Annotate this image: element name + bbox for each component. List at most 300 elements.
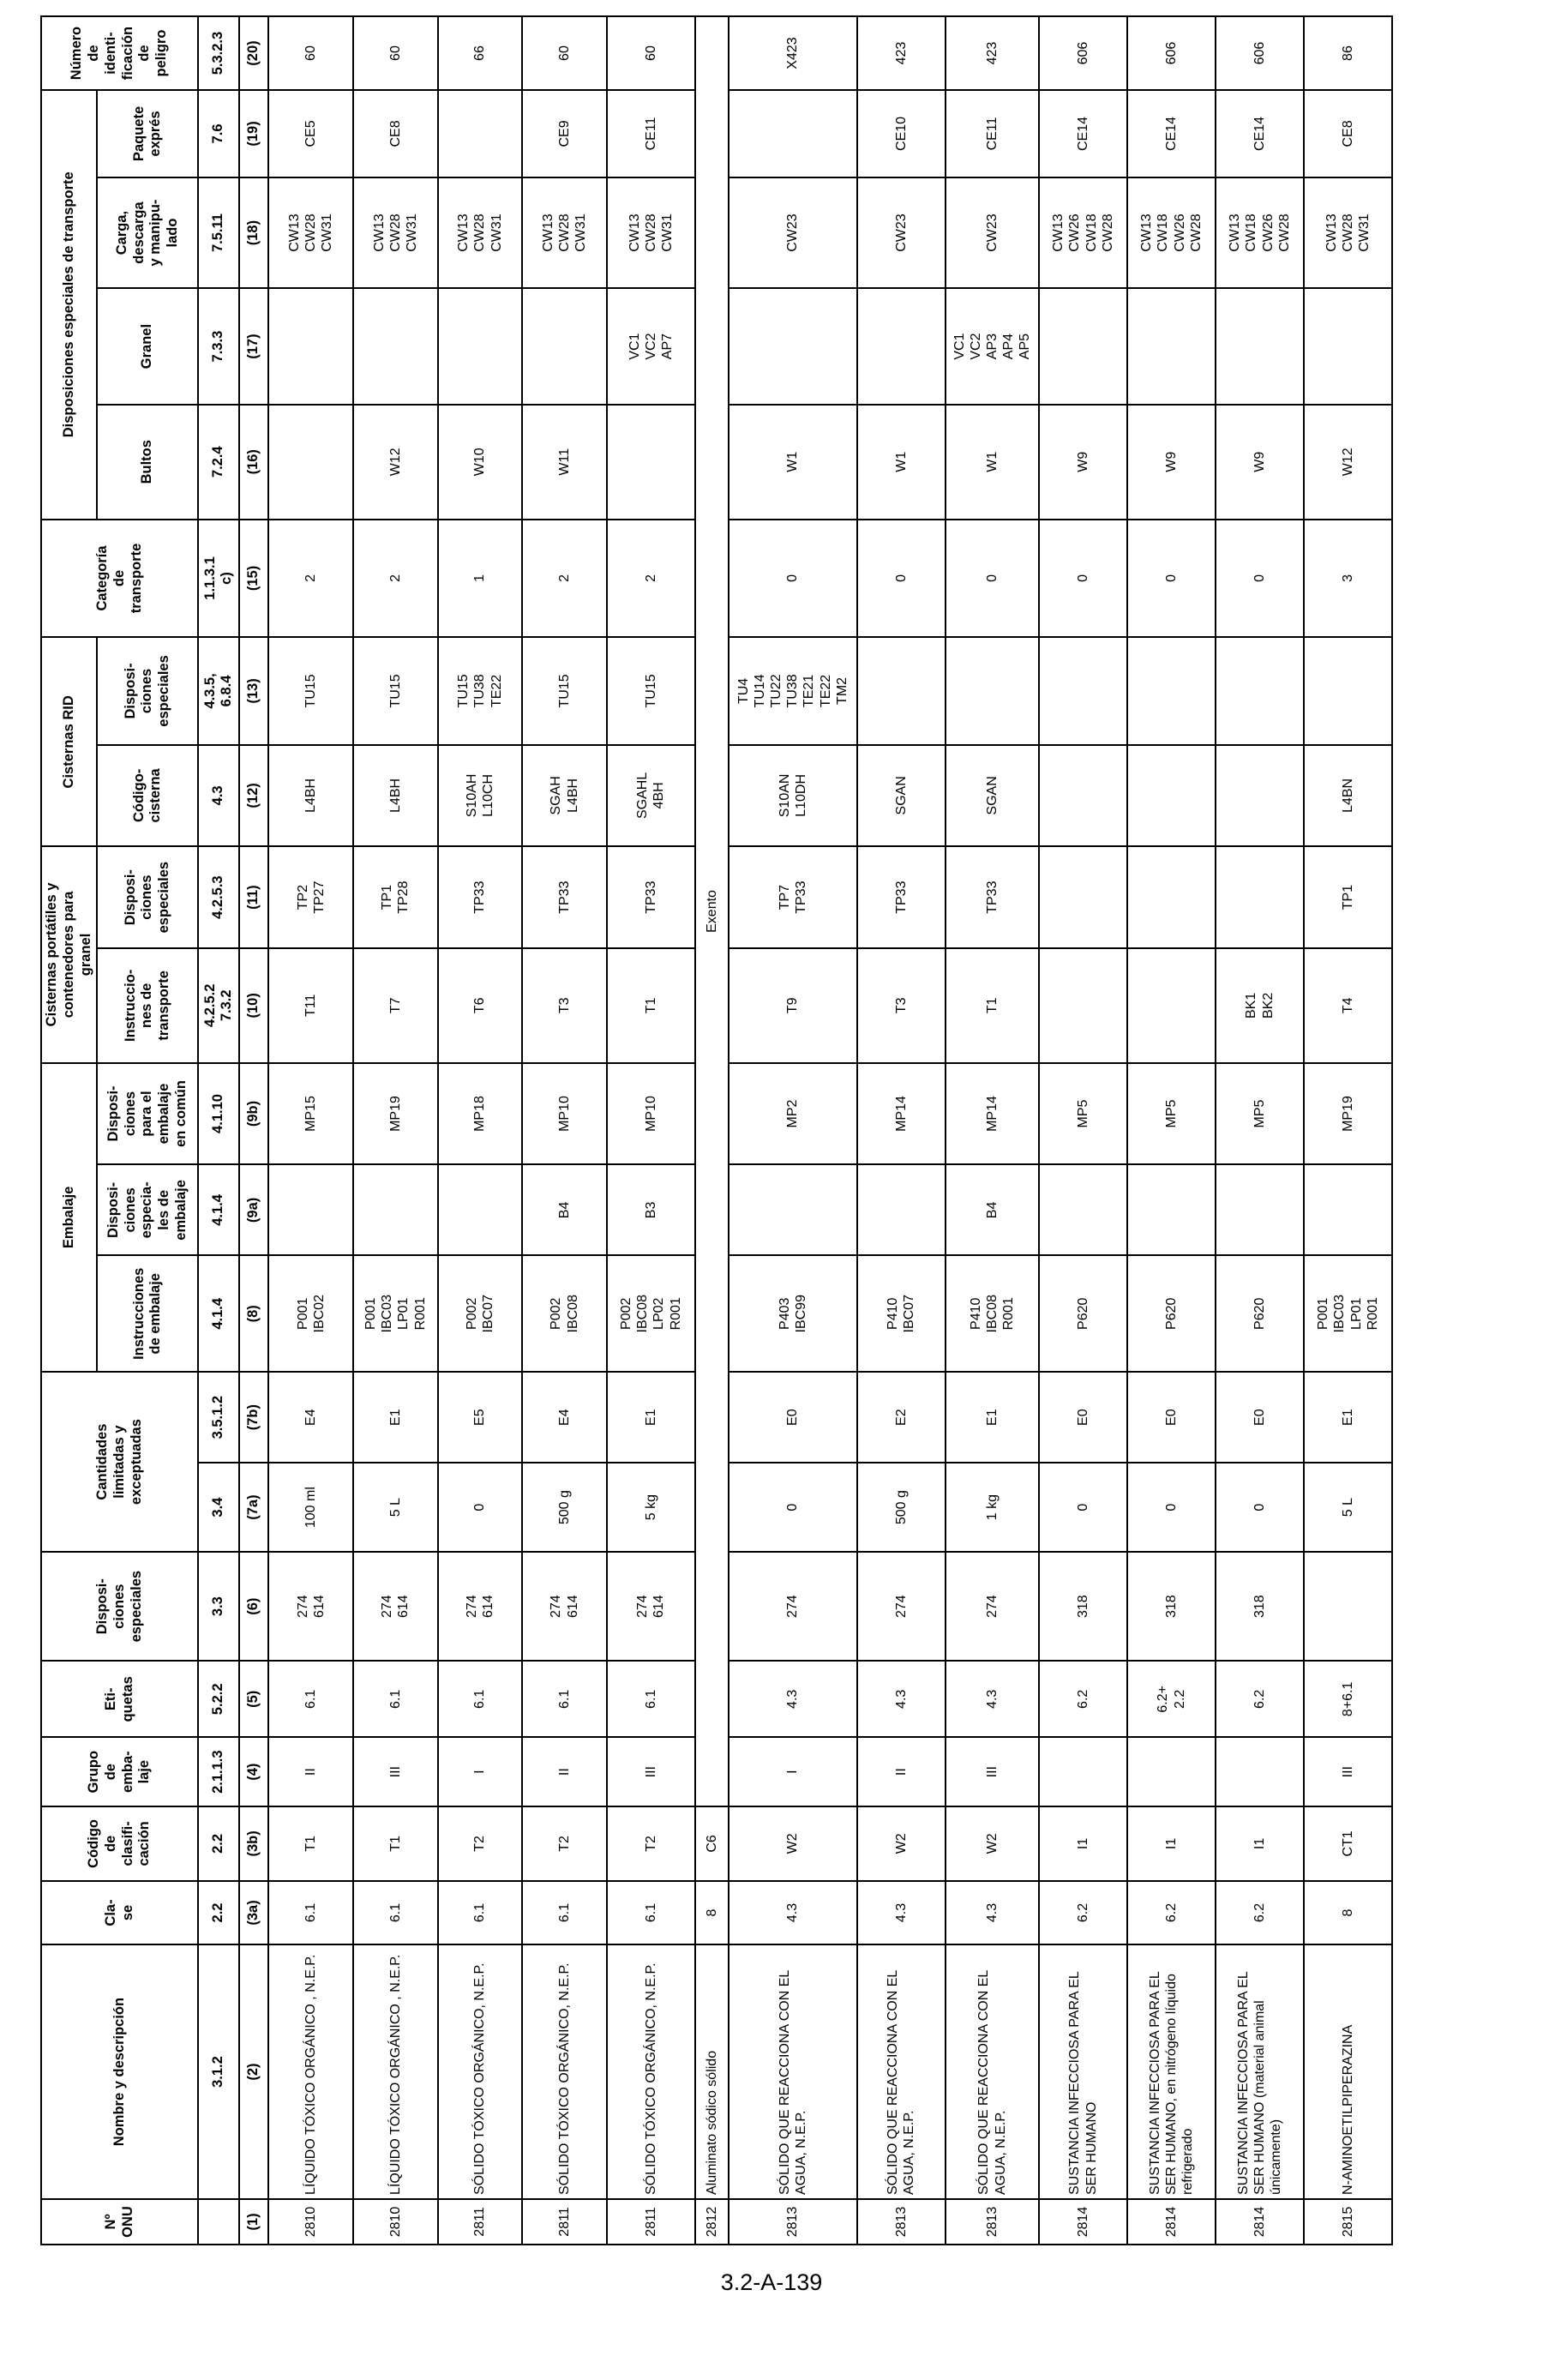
cell-disp-esp-cisterna: TP33 [607,846,695,948]
cell-instr-embalaje: P410 IBC08 R001 [946,1255,1039,1372]
cell-cantidad-limitada: 500 g [857,1463,946,1552]
cell-disp-esp-cisterna: TP33 [857,846,946,948]
cell-instr-embalaje: P620 [1216,1255,1304,1372]
header-bultos: Bultos [97,405,198,520]
cell-clase: 8 [695,1881,729,1944]
header-etiquetas: Eti- quetas [41,1661,198,1737]
cell-clase: 6.1 [607,1881,695,1944]
cell-instr-embalaje: P410 IBC07 [857,1255,946,1372]
cell-cantidad-limitada: 0 [1039,1463,1127,1552]
header-num-peligro: Número de identi- ficación de peligro [41,16,198,90]
cell-codigo: W2 [729,1806,857,1881]
cell-codigo-cisterna: L4BH [268,745,353,847]
cell-disp-embalaje-comun: MP15 [268,1063,353,1165]
cell-etiquetas: 4.3 [857,1661,946,1737]
cell-name: N-AMINOETILPIPERAZINA [1304,1944,1392,2199]
cell-name: SÓLIDO TÓXICO ORGÁNICO, N.E.P. [522,1944,607,2199]
cell-codigo-cisterna: S10AN L10DH [729,745,857,847]
cell-instr-embalaje: P001 IBC03 LP01 R001 [353,1255,438,1372]
cell-granel [353,288,438,405]
header-disp-embalaje-comun: Disposi- ciones para el embalaje en común [97,1063,198,1165]
cell-name: SÓLIDO TÓXICO ORGÁNICO, N.E.P. [438,1944,523,2199]
cell-etiquetas: 6.2 [1039,1661,1127,1737]
cell-instr-embalaje: P620 [1039,1255,1127,1372]
section-ref-13: 4.2.5.3 [198,846,239,948]
cell-carga: CW13 CW28 CW31 [268,177,353,288]
cell-disp-esp-rid: TU15 [607,637,695,744]
cell-bultos: W1 [729,405,857,520]
cell-instr-embalaje: P620 [1127,1255,1216,1372]
cell-cantidad-exceptuada: E0 [1039,1372,1127,1463]
cell-carga: CW23 [857,177,946,288]
cell-granel [438,288,523,405]
cell-grupo: III [1304,1737,1392,1806]
header-cisternas-rid: Cisternas RID [41,637,97,846]
header-disp-transporte: Disposiciones especiales de transporte [41,90,97,519]
cell-instr-embalaje: P001 IBC03 LP01 R001 [1304,1255,1392,1372]
cell-un-no: 2811 [438,2199,523,2245]
header-categoria: Categoría de transporte [41,520,198,638]
cell-cantidad-limitada: 0 [729,1463,857,1552]
cell-disp-especiales: 274 614 [607,1552,695,1661]
cell-codigo-cisterna: SGAHL 4BH [607,745,695,847]
cell-paquete [438,90,523,177]
cell-disp-especiales: 274 [857,1552,946,1661]
cell-disp-esp-rid: TU15 [268,637,353,744]
cell-disp-esp-embalaje [1127,1164,1216,1255]
cell-un-no: 2815 [1304,2199,1392,2245]
section-reference-row [198,16,239,2245]
cell-name: LÍQUIDO TÓXICO ORGÁNICO , N.E.P. [268,1944,353,2199]
cell-un-no: 2813 [729,2199,857,2245]
section-ref-2: 2.2 [198,1881,239,1944]
rotated-table-wrapper [40,15,1393,2245]
cell-etiquetas: 6.1 [522,1661,607,1737]
cell-instr-transporte: T9 [729,948,857,1063]
cell-instr-embalaje: P002 IBC08 [522,1255,607,1372]
column-number-5: (5) [239,1661,268,1737]
cell-un-no: 2812 [695,2199,729,2245]
cell-bultos: W1 [857,405,946,520]
cell-carga: CW13 CW28 CW31 [353,177,438,288]
section-ref-10: 4.1.4 [198,1164,239,1255]
cell-disp-esp-embalaje [1304,1164,1392,1255]
header-disp-esp-rid: Disposi- ciones especiales [97,637,198,744]
cell-paquete: CE8 [353,90,438,177]
cell-un-no: 2810 [268,2199,353,2245]
section-ref-9: 4.1.4 [198,1255,239,1372]
cell-carga: CW13 CW18 CW26 CW28 [1127,177,1216,288]
cell-instr-transporte: BK1 BK2 [1216,948,1304,1063]
cell-carga: CW23 [729,177,857,288]
cell-paquete: CE14 [1127,90,1216,177]
header-disp-especiales: Disposi- ciones especiales [41,1552,198,1661]
column-number-row [239,16,268,2245]
cell-bultos [268,405,353,520]
cell-exento: Exento [695,16,729,1806]
table-row [438,16,523,2245]
section-ref-12: 4.2.5.2 7.3.2 [198,948,239,1063]
column-number-1: (2) [239,1944,268,2199]
cell-instr-transporte: T6 [438,948,523,1063]
column-number-4: (4) [239,1737,268,1806]
cell-codigo: I1 [1039,1806,1127,1881]
column-number-16: (15) [239,520,268,638]
cell-paquete: CE11 [607,90,695,177]
cell-disp-esp-rid: TU4 TU14 TU22 TU38 TE21 TE22 TM2 [729,637,857,744]
column-number-11: (9b) [239,1063,268,1165]
header-cisternas-portatiles: Cisternas portátiles y contenedores para granel [41,846,97,1062]
cell-disp-esp-embalaje [353,1164,438,1255]
cell-cantidad-limitada: 0 [438,1463,523,1552]
cell-un-no: 2813 [946,2199,1039,2245]
header-un-no: Nº ONU [41,2199,198,2245]
cell-disp-embalaje-comun: MP19 [1304,1063,1392,1165]
cell-codigo-cisterna [1216,745,1304,847]
cell-bultos: W9 [1039,405,1127,520]
cell-codigo: I1 [1216,1806,1304,1881]
cell-codigo: T2 [607,1806,695,1881]
cell-clase: 8 [1304,1881,1392,1944]
cell-disp-especiales [1304,1552,1392,1661]
cell-granel [857,288,946,405]
cell-etiquetas: 6.1 [438,1661,523,1737]
column-number-21: (20) [239,16,268,90]
cell-carga: CW13 CW28 CW31 [607,177,695,288]
cell-grupo: I [729,1737,857,1806]
column-number-14: (12) [239,745,268,847]
cell-instr-transporte: T3 [857,948,946,1063]
cell-disp-esp-rid: TU15 [353,637,438,744]
cell-paquete: CE14 [1039,90,1127,177]
cell-paquete: CE11 [946,90,1039,177]
cell-instr-transporte: T7 [353,948,438,1063]
cell-cantidad-exceptuada: E4 [522,1372,607,1463]
cell-grupo: II [522,1737,607,1806]
cell-categoria: 0 [1216,520,1304,638]
column-number-12: (10) [239,948,268,1063]
cell-grupo: II [857,1737,946,1806]
cell-paquete [729,90,857,177]
cell-clase: 4.3 [946,1881,1039,1944]
cell-etiquetas: 6.2+ 2.2 [1127,1661,1216,1737]
column-number-18: (17) [239,288,268,405]
cell-disp-esp-rid [1216,637,1304,744]
header-granel: Granel [97,288,198,405]
table-row [695,16,729,2245]
cell-etiquetas: 6.1 [607,1661,695,1737]
column-number-3: (3b) [239,1806,268,1881]
cell-disp-esp-embalaje [1216,1164,1304,1255]
cell-un-no: 2814 [1216,2199,1304,2245]
cell-bultos [607,405,695,520]
cell-paquete: CE5 [268,90,353,177]
table-row [729,16,857,2245]
column-number-15: (13) [239,637,268,744]
cell-categoria: 0 [857,520,946,638]
cell-granel [729,288,857,405]
cell-cantidad-limitada: 0 [1216,1463,1304,1552]
cell-categoria: 0 [1039,520,1127,638]
cell-disp-esp-embalaje: B4 [522,1164,607,1255]
cell-num-peligro: 60 [522,16,607,90]
cell-codigo: T1 [268,1806,353,1881]
cell-disp-esp-rid: TU15 [522,637,607,744]
cell-name: Aluminato sódico sólido [695,1944,729,2199]
cell-codigo: W2 [857,1806,946,1881]
cell-cantidad-limitada: 100 ml [268,1463,353,1552]
cell-disp-especiales: 274 614 [353,1552,438,1661]
cell-instr-embalaje: P001 IBC02 [268,1255,353,1372]
cell-cantidad-limitada: 1 kg [946,1463,1039,1552]
cell-categoria: 0 [1127,520,1216,638]
table-row [522,16,607,2245]
cell-codigo-cisterna [1039,745,1127,847]
cell-disp-embalaje-comun: MP5 [1216,1063,1304,1165]
cell-granel [268,288,353,405]
section-ref-7: 3.4 [198,1463,239,1552]
cell-granel: VC1 VC2 AP3 AP4 AP5 [946,288,1039,405]
cell-paquete: CE9 [522,90,607,177]
cell-grupo [1039,1737,1127,1806]
section-ref-16: 1.1.3.1 c) [198,520,239,638]
cell-num-peligro: 606 [1127,16,1216,90]
cell-bultos: W9 [1216,405,1304,520]
cell-disp-esp-embalaje [1039,1164,1127,1255]
cell-disp-esp-rid [1039,637,1127,744]
column-number-20: (19) [239,90,268,177]
cell-grupo: II [268,1737,353,1806]
header-name: Nombre y descripción [41,1944,198,2199]
section-ref-5: 5.2.2 [198,1661,239,1737]
cell-num-peligro: X423 [729,16,857,90]
cell-categoria: 0 [729,520,857,638]
cell-disp-embalaje-comun: MP5 [1039,1063,1127,1165]
cell-disp-especiales: 274 [729,1552,857,1661]
cell-granel: VC1 VC2 AP7 [607,288,695,405]
cell-categoria: 2 [522,520,607,638]
column-number-10: (9a) [239,1164,268,1255]
section-ref-3: 2.2 [198,1806,239,1881]
cell-disp-esp-embalaje: B4 [946,1164,1039,1255]
header-disp-esp-cp: Disposi- ciones especiales [97,846,198,948]
cell-carga: CW13 CW28 CW31 [1304,177,1392,288]
column-number-7: (7a) [239,1463,268,1552]
cell-grupo: III [946,1737,1039,1806]
cell-num-peligro: 423 [946,16,1039,90]
cell-disp-esp-cisterna: TP1 [1304,846,1392,948]
header-disp-esp-embalaje: Disposi- ciones especia- les de embalaje [97,1164,198,1255]
section-ref-1: 3.1.2 [198,1944,239,2199]
column-number-17: (16) [239,405,268,520]
cell-instr-transporte: T1 [946,948,1039,1063]
cell-categoria: 2 [353,520,438,638]
cell-clase: 6.1 [438,1881,523,1944]
cell-codigo-cisterna: L4BH [353,745,438,847]
cell-codigo-cisterna: SGAN [946,745,1039,847]
table-row [946,16,1039,2245]
cell-cantidad-exceptuada: E5 [438,1372,523,1463]
table-row [1304,16,1392,2245]
cell-instr-transporte [1039,948,1127,1063]
cell-categoria: 1 [438,520,523,638]
cell-carga: CW13 CW18 CW26 CW28 [1216,177,1304,288]
cell-disp-especiales: 318 [1127,1552,1216,1661]
cell-num-peligro: 86 [1304,16,1392,90]
cell-instr-transporte: T4 [1304,948,1392,1063]
cell-disp-esp-rid [1304,637,1392,744]
cell-grupo: III [607,1737,695,1806]
section-ref-18: 7.3.3 [198,288,239,405]
column-number-6: (6) [239,1552,268,1661]
cell-carga: CW23 [946,177,1039,288]
cell-cantidad-exceptuada: E2 [857,1372,946,1463]
cell-num-peligro: 66 [438,16,523,90]
cell-codigo: T1 [353,1806,438,1881]
column-number-19: (18) [239,177,268,288]
cell-codigo: I1 [1127,1806,1216,1881]
cell-disp-especiales: 274 614 [438,1552,523,1661]
cell-disp-esp-cisterna: TP2 TP27 [268,846,353,948]
cell-codigo: CT1 [1304,1806,1392,1881]
section-ref-11: 4.1.10 [198,1063,239,1165]
cell-disp-esp-embalaje: B3 [607,1164,695,1255]
cell-cantidad-exceptuada: E1 [353,1372,438,1463]
table-row [353,16,438,2245]
cell-disp-especiales: 318 [1216,1552,1304,1661]
cell-clase: 6.1 [268,1881,353,1944]
cell-cantidad-exceptuada: E4 [268,1372,353,1463]
cell-codigo: T2 [522,1806,607,1881]
section-ref-4: 2.1.1.3 [198,1737,239,1806]
header-instr-transporte: Instruccio- nes de transporte [97,948,198,1063]
header-grupo: Grupo de emba- laje [41,1737,198,1806]
header-embalaje: Embalaje [41,1063,97,1373]
cell-instr-transporte: T3 [522,948,607,1063]
cell-disp-esp-embalaje [268,1164,353,1255]
column-number-8: (7b) [239,1372,268,1463]
cell-disp-especiales: 274 614 [522,1552,607,1661]
table-row [857,16,946,2245]
cell-carga: CW13 CW28 CW31 [438,177,523,288]
cell-cantidad-limitada: 500 g [522,1463,607,1552]
cell-cantidad-limitada: 5 kg [607,1463,695,1552]
cell-clase: 6.2 [1127,1881,1216,1944]
header-codigo: Código de clasifi- cación [41,1806,198,1881]
section-ref-19: 7.5.11 [198,177,239,288]
table-row [1039,16,1127,2245]
cell-bultos: W12 [1304,405,1392,520]
column-number-9: (8) [239,1255,268,1372]
cell-disp-esp-cisterna [1039,846,1127,948]
cell-disp-embalaje-comun: MP19 [353,1063,438,1165]
cell-cantidad-exceptuada: E0 [1216,1372,1304,1463]
cell-categoria: 3 [1304,520,1392,638]
cell-grupo [1127,1737,1216,1806]
header-paquete: Paquete exprés [97,90,198,177]
cell-categoria: 0 [946,520,1039,638]
cell-disp-esp-embalaje [857,1164,946,1255]
cell-disp-embalaje-comun: MP5 [1127,1063,1216,1165]
cell-disp-esp-rid [1127,637,1216,744]
cell-name: SÓLIDO QUE REACCIONA CON EL AGUA, N.E.P. [857,1944,946,2199]
cell-num-peligro: 423 [857,16,946,90]
cell-name: SUSTANCIA INFECCIOSA PARA EL SER HUMANO (material animal únicamente) [1216,1944,1304,2199]
cell-cantidad-limitada: 5 L [1304,1463,1392,1552]
cell-granel [1039,288,1127,405]
cell-disp-embalaje-comun: MP14 [946,1063,1039,1165]
cell-disp-esp-cisterna [1216,846,1304,948]
cell-grupo: I [438,1737,523,1806]
cell-instr-transporte: T1 [607,948,695,1063]
cell-codigo-cisterna [1127,745,1216,847]
table-body-part-2 [729,16,1392,2245]
cell-instr-embalaje: P403 IBC99 [729,1255,857,1372]
cell-carga: CW13 CW28 CW31 [522,177,607,288]
cell-bultos: W10 [438,405,523,520]
cell-cantidad-limitada: 5 L [353,1463,438,1552]
cell-un-no: 2810 [353,2199,438,2245]
header-carga: Carga, descarga y manipu- lado [97,177,198,288]
cell-num-peligro: 60 [353,16,438,90]
table-row [268,16,353,2245]
section-ref-6: 3.3 [198,1552,239,1661]
section-ref-20: 7.6 [198,90,239,177]
header-instr-embalaje: Instrucciones de embalaje [97,1255,198,1372]
cell-name: SUSTANCIA INFECCIOSA PARA EL SER HUMANO, en nitrógeno líquido refrigerado [1127,1944,1216,2199]
cell-etiquetas: 6.2 [1216,1661,1304,1737]
cell-disp-embalaje-comun: MP2 [729,1063,857,1165]
cell-codigo-cisterna: SGAN [857,745,946,847]
page-number: 3.2-A-139 [720,2269,823,2295]
cell-disp-especiales: 318 [1039,1552,1127,1661]
cell-disp-esp-cisterna: TP1 TP28 [353,846,438,948]
cell-disp-esp-cisterna: TP7 TP33 [729,846,857,948]
cell-num-peligro: 60 [268,16,353,90]
cell-num-peligro: 606 [1039,16,1127,90]
cell-codigo-cisterna: SGAH L4BH [522,745,607,847]
cell-categoria: 2 [268,520,353,638]
cell-name: SÓLIDO QUE REACCIONA CON EL AGUA, N.E.P. [729,1944,857,2199]
cell-un-no: 2813 [857,2199,946,2245]
cell-disp-esp-rid [857,637,946,744]
cell-disp-embalaje-comun: MP18 [438,1063,523,1165]
cell-instr-embalaje: P002 IBC08 LP02 R001 [607,1255,695,1372]
cell-cantidad-exceptuada: E1 [607,1372,695,1463]
table-row [1127,16,1216,2245]
cell-etiquetas: 6.1 [268,1661,353,1737]
cell-num-peligro: 606 [1216,16,1304,90]
cell-disp-especiales: 274 [946,1552,1039,1661]
cell-bultos: W11 [522,405,607,520]
cell-num-peligro: 60 [607,16,695,90]
cell-clase: 6.1 [522,1881,607,1944]
cell-codigo: W2 [946,1806,1039,1881]
cell-disp-especiales: 274 614 [268,1552,353,1661]
cell-un-no: 2811 [522,2199,607,2245]
cell-name: SÓLIDO TÓXICO ORGÁNICO, N.E.P. [607,1944,695,2199]
cell-disp-esp-cisterna: TP33 [438,846,523,948]
cell-disp-esp-embalaje [438,1164,523,1255]
cell-disp-esp-cisterna [1127,846,1216,948]
dangerous-goods-table [40,15,1393,2245]
cell-codigo-cisterna: L4BN [1304,745,1392,847]
cell-clase: 6.2 [1039,1881,1127,1944]
table-body-part-1 [268,16,695,2245]
cell-un-no: 2814 [1039,2199,1127,2245]
cell-disp-esp-rid: TU15 TU38 TE22 [438,637,523,744]
cell-cantidad-exceptuada: E1 [946,1372,1039,1463]
